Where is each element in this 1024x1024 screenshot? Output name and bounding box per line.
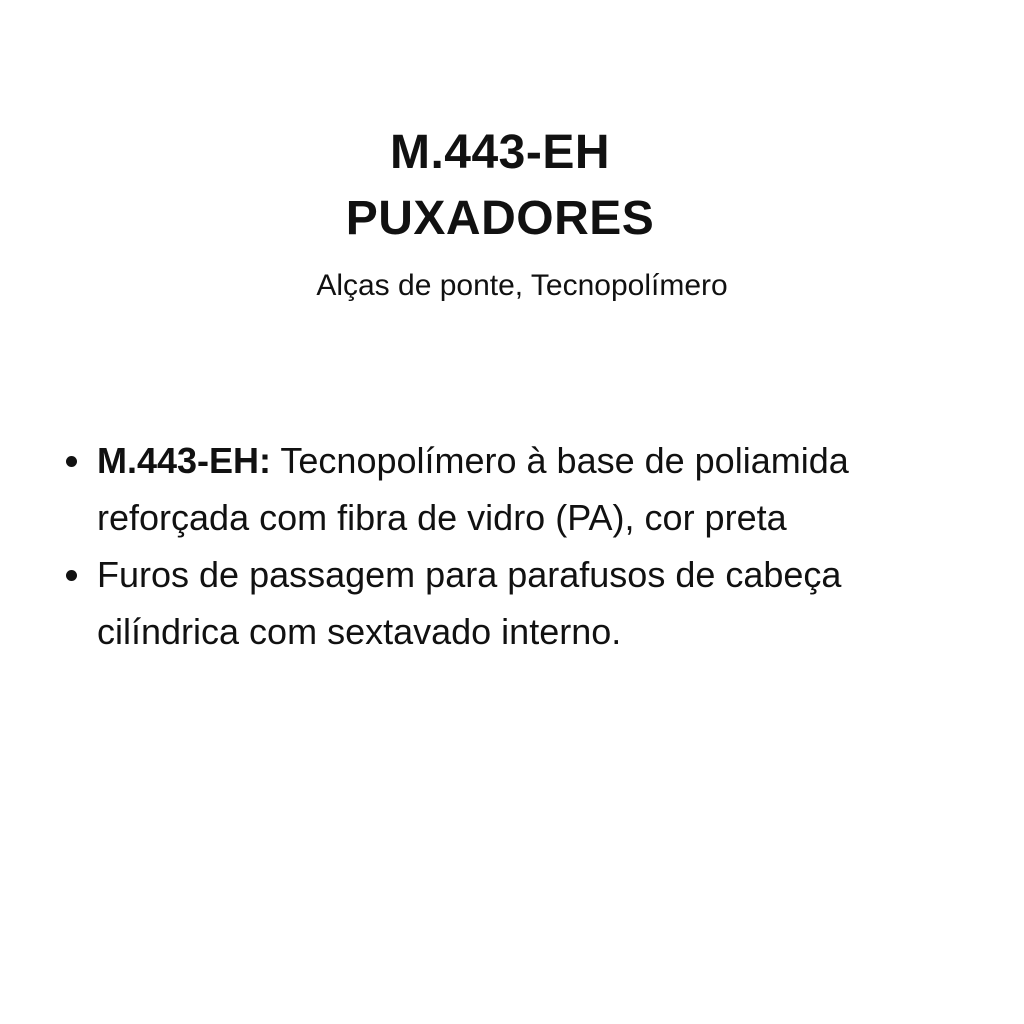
page-subtitle: Alças de ponte, Tecnopolímero	[316, 269, 728, 302]
bullet-icon	[66, 570, 77, 581]
page-title-code: M.443-EH	[389, 126, 611, 179]
feature-list	[60, 432, 960, 660]
item-label: M.443-EH:	[97, 440, 272, 481]
bullet-icon	[66, 456, 77, 467]
item-text: Tecnopolímero à base de poliamida reforçada com fibra de vidro (PA), cor preta	[97, 440, 849, 538]
list-item	[60, 432, 960, 546]
list-item	[60, 546, 960, 660]
page-title-category: PUXADORES	[345, 192, 655, 245]
item-text: Furos de passagem para parafusos de cabeça cilíndrica com sextavado interno.	[97, 554, 842, 652]
